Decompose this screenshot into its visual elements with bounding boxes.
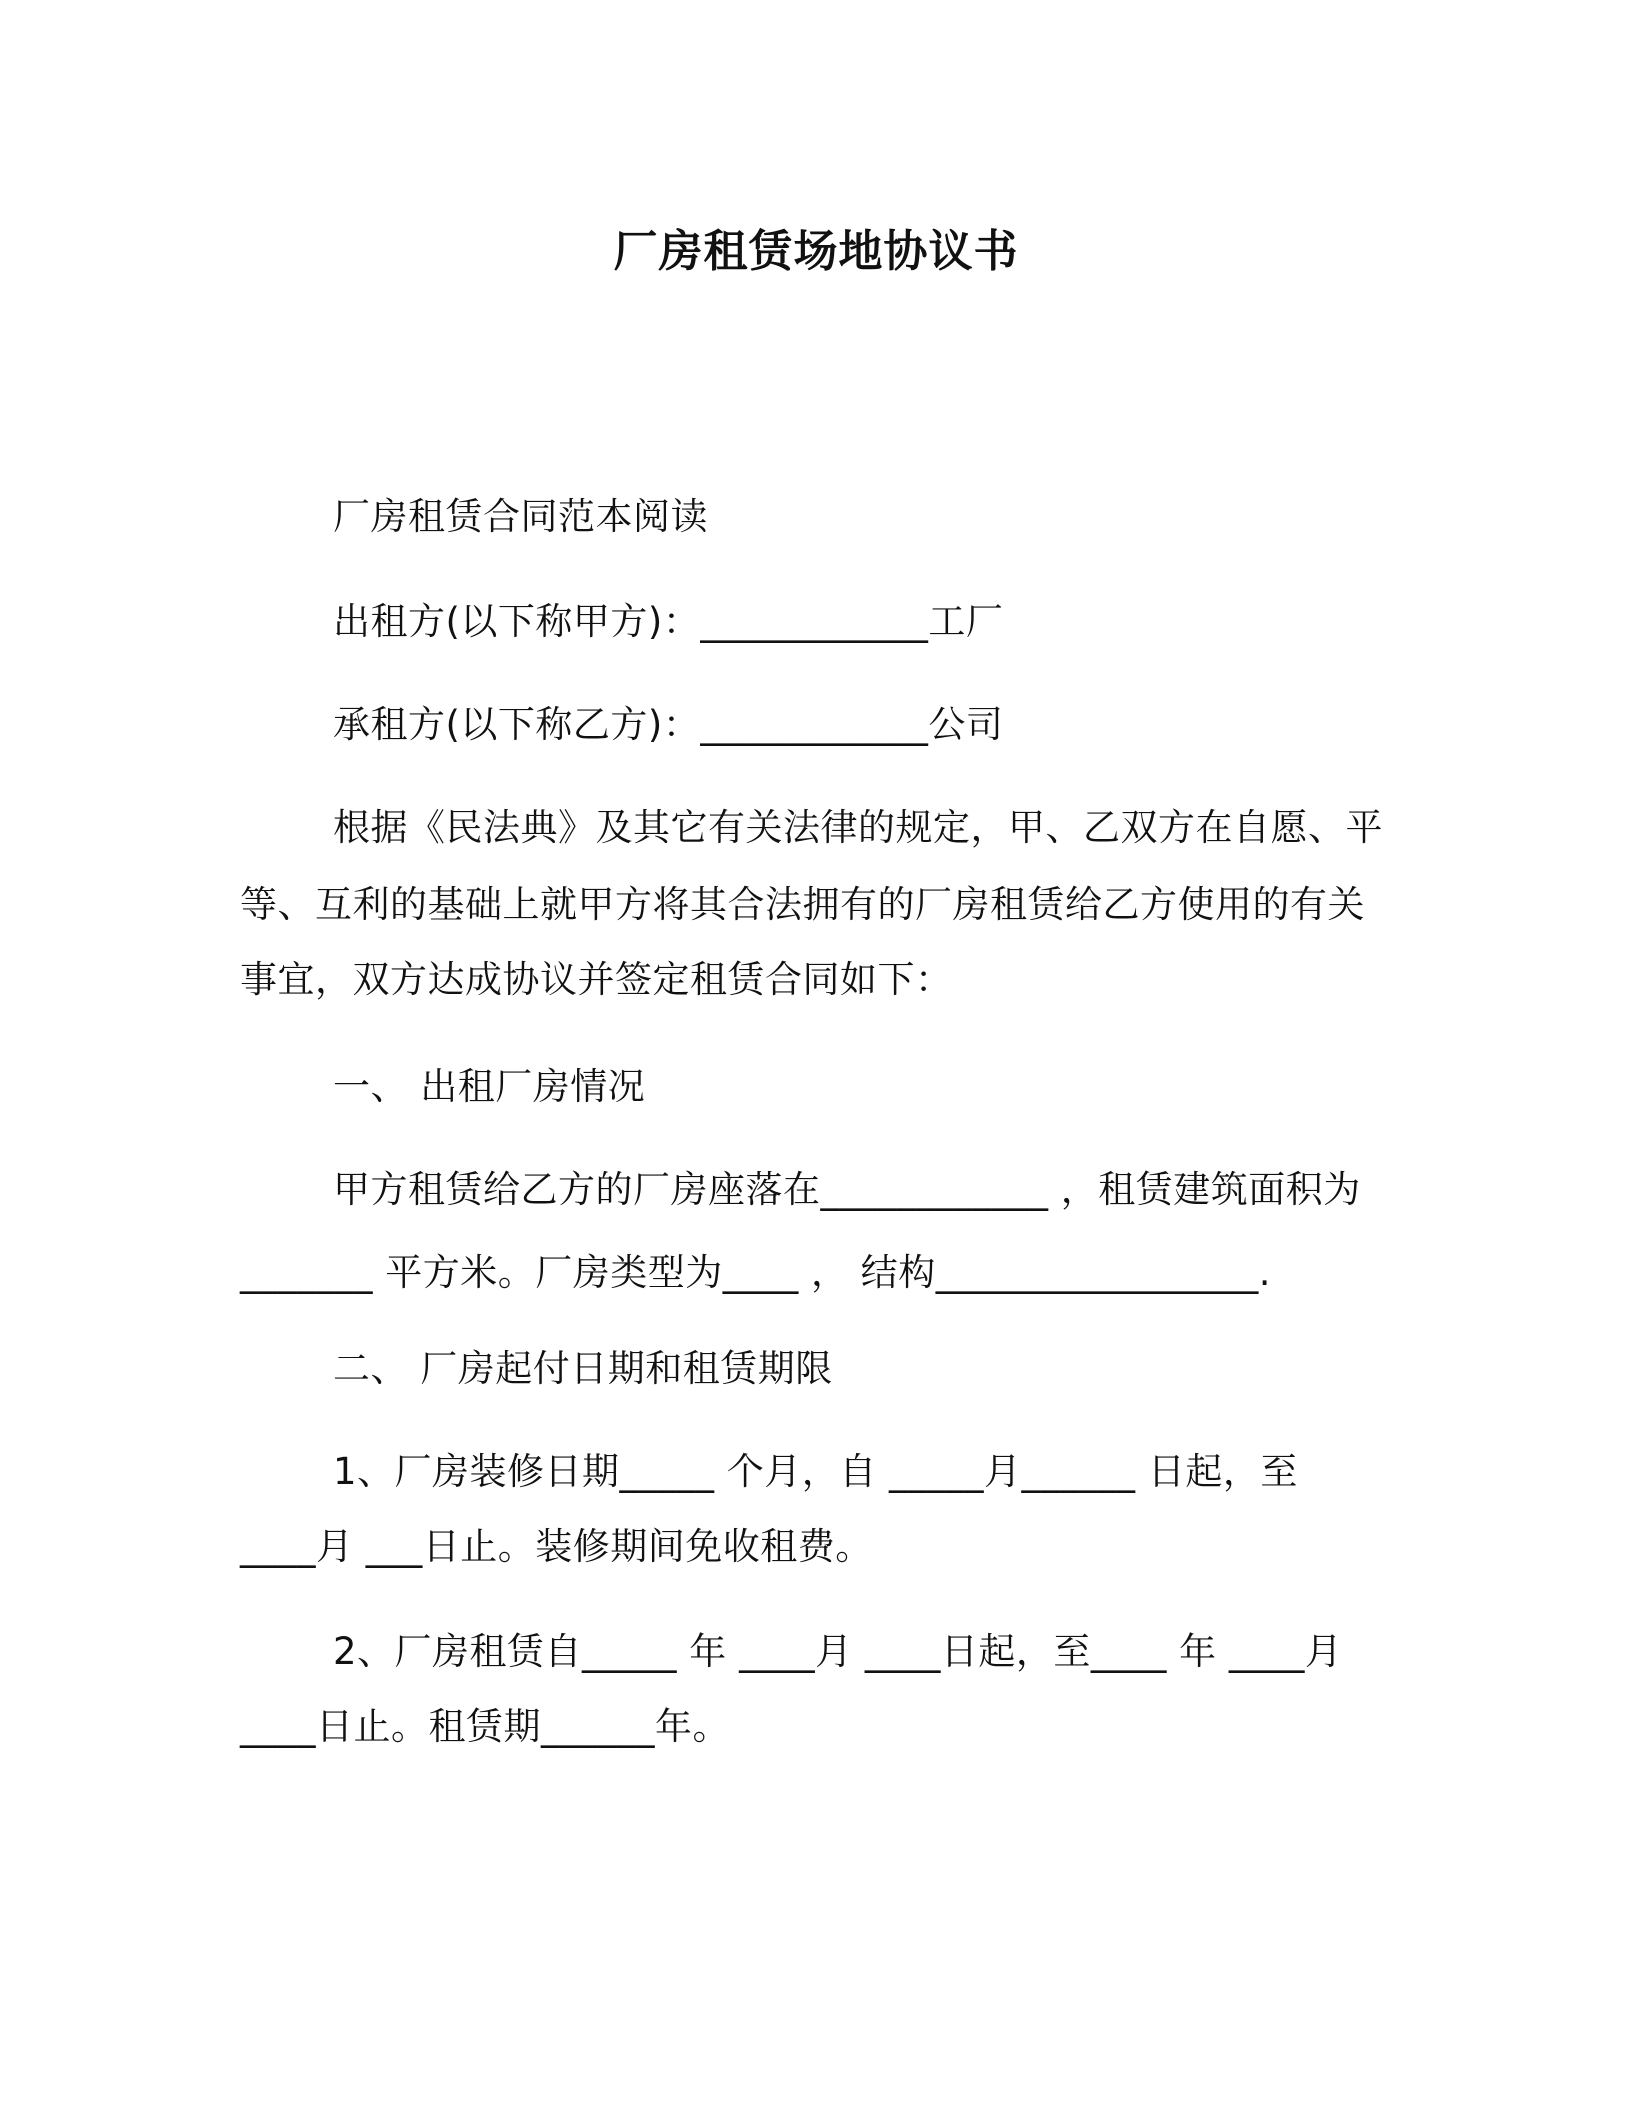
section1-line-2: _______ 平方米。厂房类型为____ ， 结构_________________. — [240, 1251, 1272, 1294]
preamble-line-1: 根据《民法典》及其它有关法律的规定，甲、乙双方在自愿、平 — [333, 806, 1383, 849]
document-title: 厂房租赁场地协议书 — [613, 226, 1019, 277]
lessee-line: 承租方(以下称乙方)：____________公司 — [333, 703, 1004, 746]
section2-item2-line-2: ____日止。租赁期______年。 — [240, 1705, 730, 1748]
section2-item2-line-1: 2、厂房租赁自_____ 年 ____月 ____日起，至____ 年 ____月 — [333, 1630, 1343, 1673]
section1-line-1: 甲方租赁给乙方的厂房座落在____________ ，租赁建筑面积为 — [333, 1168, 1361, 1211]
section2-heading: 二、 厂房起付日期和租赁期限 — [333, 1347, 833, 1390]
preamble-line-3: 事宜，双方达成协议并签定租赁合同如下： — [240, 958, 953, 1001]
section1-heading: 一、 出租厂房情况 — [333, 1065, 646, 1108]
preamble-line-2: 等、互利的基础上就甲方将其合法拥有的厂房租赁给乙方使用的有关 — [240, 883, 1365, 926]
document-subtitle: 厂房租赁合同范本阅读 — [333, 495, 708, 538]
lessor-line: 出租方(以下称甲方)：____________工厂 — [333, 600, 1004, 643]
section2-item1-line-1: 1、厂房装修日期_____ 个月，自 _____月______ 日起，至 — [333, 1450, 1298, 1493]
section2-item1-line-2: ____月 ___日止。装修期间免收租费。 — [240, 1525, 873, 1568]
